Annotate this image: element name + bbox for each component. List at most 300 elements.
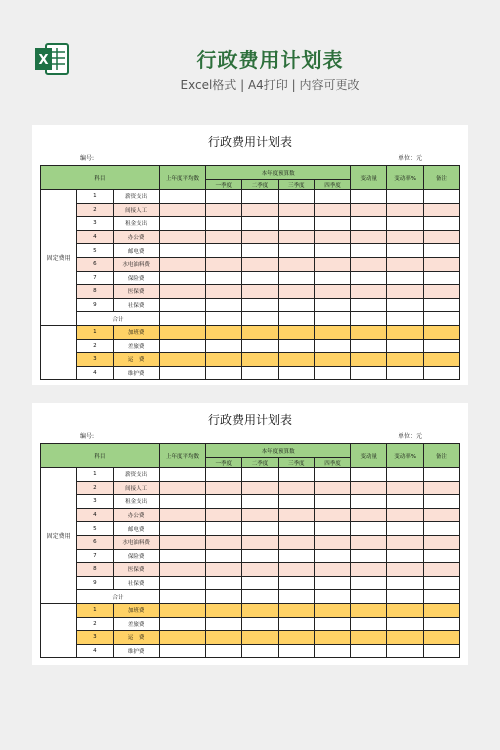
data-cell[interactable] bbox=[278, 190, 314, 204]
row-number: 8 bbox=[77, 563, 113, 577]
data-cell[interactable] bbox=[387, 522, 423, 536]
row-number: 3 bbox=[77, 631, 113, 645]
data-cell[interactable] bbox=[278, 203, 314, 217]
data-cell[interactable] bbox=[242, 298, 278, 312]
row-number: 4 bbox=[77, 644, 113, 658]
data-cell[interactable] bbox=[314, 217, 350, 231]
data-cell[interactable] bbox=[278, 522, 314, 536]
data-cell[interactable] bbox=[387, 257, 423, 271]
data-cell[interactable] bbox=[387, 339, 423, 353]
header-q2: 二季度 bbox=[242, 180, 278, 190]
data-cell[interactable] bbox=[206, 508, 242, 522]
row-item: 保险费 bbox=[113, 271, 159, 285]
data-cell[interactable] bbox=[242, 190, 278, 204]
data-cell[interactable] bbox=[159, 285, 205, 299]
data-cell[interactable] bbox=[423, 481, 459, 495]
data-cell[interactable] bbox=[206, 339, 242, 353]
data-cell[interactable] bbox=[351, 312, 387, 326]
data-cell[interactable] bbox=[423, 617, 459, 631]
data-cell[interactable] bbox=[351, 631, 387, 645]
data-cell[interactable] bbox=[206, 257, 242, 271]
data-cell[interactable] bbox=[351, 644, 387, 658]
row-item: 邮电费 bbox=[113, 522, 159, 536]
data-cell[interactable] bbox=[206, 549, 242, 563]
data-cell[interactable] bbox=[314, 298, 350, 312]
data-cell[interactable] bbox=[423, 631, 459, 645]
data-cell[interactable] bbox=[159, 644, 205, 658]
data-cell[interactable] bbox=[278, 576, 314, 590]
data-cell[interactable] bbox=[423, 644, 459, 658]
data-cell[interactable] bbox=[278, 563, 314, 577]
row-item: 加班费 bbox=[113, 603, 159, 617]
data-cell[interactable] bbox=[387, 353, 423, 367]
data-cell[interactable] bbox=[351, 508, 387, 522]
data-cell[interactable] bbox=[314, 312, 350, 326]
data-cell[interactable] bbox=[387, 644, 423, 658]
header-last-year-avg: 上年度平均数 bbox=[159, 444, 205, 468]
data-cell[interactable] bbox=[278, 285, 314, 299]
category-variable bbox=[41, 325, 77, 379]
data-cell[interactable] bbox=[242, 590, 278, 604]
data-cell[interactable] bbox=[387, 325, 423, 339]
header-budget: 本年度预算数 bbox=[206, 166, 351, 180]
data-cell[interactable] bbox=[423, 298, 459, 312]
data-cell[interactable] bbox=[314, 244, 350, 258]
sheet-preview-1 bbox=[32, 125, 468, 385]
row-number: 9 bbox=[77, 576, 113, 590]
data-cell[interactable] bbox=[278, 366, 314, 380]
header-last-year-avg: 上年度平均数 bbox=[159, 166, 205, 190]
row-number: 1 bbox=[77, 325, 113, 339]
data-cell[interactable] bbox=[242, 353, 278, 367]
data-cell[interactable] bbox=[351, 549, 387, 563]
data-cell[interactable] bbox=[278, 631, 314, 645]
table-row bbox=[41, 563, 460, 577]
data-cell[interactable] bbox=[423, 366, 459, 380]
data-cell[interactable] bbox=[351, 203, 387, 217]
row-item: 邮电费 bbox=[113, 244, 159, 258]
data-cell[interactable] bbox=[206, 468, 242, 482]
data-cell[interactable] bbox=[351, 603, 387, 617]
data-cell[interactable] bbox=[314, 230, 350, 244]
data-cell[interactable] bbox=[387, 244, 423, 258]
sheet-title: 行政费用计划表 bbox=[207, 413, 292, 427]
data-cell[interactable] bbox=[206, 590, 242, 604]
data-cell[interactable] bbox=[206, 271, 242, 285]
data-cell[interactable] bbox=[351, 481, 387, 495]
row-item: 间接人工 bbox=[113, 481, 159, 495]
row-item: 租金支出 bbox=[113, 495, 159, 509]
data-cell[interactable] bbox=[242, 576, 278, 590]
page-subtitle: Excel格式 | A4打印 | 内容可更改 bbox=[180, 78, 360, 92]
table-row bbox=[41, 549, 460, 563]
data-cell[interactable] bbox=[351, 522, 387, 536]
data-cell[interactable] bbox=[314, 549, 350, 563]
data-cell[interactable] bbox=[242, 508, 278, 522]
data-cell[interactable] bbox=[159, 468, 205, 482]
data-cell[interactable] bbox=[159, 563, 205, 577]
data-cell[interactable] bbox=[351, 190, 387, 204]
data-cell[interactable] bbox=[206, 631, 242, 645]
data-cell[interactable] bbox=[206, 312, 242, 326]
data-cell[interactable] bbox=[423, 217, 459, 231]
data-cell[interactable] bbox=[314, 617, 350, 631]
data-cell[interactable] bbox=[206, 576, 242, 590]
data-cell[interactable] bbox=[351, 495, 387, 509]
data-cell[interactable] bbox=[351, 244, 387, 258]
data-cell[interactable] bbox=[423, 468, 459, 482]
data-cell[interactable] bbox=[351, 271, 387, 285]
data-cell[interactable] bbox=[242, 522, 278, 536]
data-cell[interactable] bbox=[314, 481, 350, 495]
data-cell[interactable] bbox=[387, 603, 423, 617]
row-item: 社保费 bbox=[113, 576, 159, 590]
row-item: 保险费 bbox=[113, 549, 159, 563]
row-number: 4 bbox=[77, 508, 113, 522]
data-cell[interactable] bbox=[423, 339, 459, 353]
data-cell[interactable] bbox=[423, 257, 459, 271]
data-cell[interactable] bbox=[206, 366, 242, 380]
data-cell[interactable] bbox=[159, 481, 205, 495]
data-cell[interactable] bbox=[278, 549, 314, 563]
data-cell[interactable] bbox=[314, 285, 350, 299]
data-cell[interactable] bbox=[423, 244, 459, 258]
data-cell[interactable] bbox=[351, 468, 387, 482]
data-cell[interactable] bbox=[242, 271, 278, 285]
data-cell[interactable] bbox=[351, 617, 387, 631]
data-cell[interactable] bbox=[387, 576, 423, 590]
data-cell[interactable] bbox=[242, 631, 278, 645]
data-cell[interactable] bbox=[278, 590, 314, 604]
data-cell[interactable] bbox=[314, 644, 350, 658]
row-item: 运 费 bbox=[113, 631, 159, 645]
data-cell[interactable] bbox=[206, 603, 242, 617]
data-cell[interactable] bbox=[242, 495, 278, 509]
data-cell[interactable] bbox=[387, 298, 423, 312]
data-cell[interactable] bbox=[159, 325, 205, 339]
table-row bbox=[41, 603, 460, 617]
header-q1: 一季度 bbox=[206, 458, 242, 468]
data-cell[interactable] bbox=[387, 230, 423, 244]
data-cell[interactable] bbox=[314, 257, 350, 271]
data-cell[interactable] bbox=[159, 257, 205, 271]
data-cell[interactable] bbox=[314, 190, 350, 204]
data-cell[interactable] bbox=[206, 203, 242, 217]
data-cell[interactable] bbox=[242, 244, 278, 258]
data-cell[interactable] bbox=[242, 285, 278, 299]
data-cell[interactable] bbox=[278, 257, 314, 271]
row-item: 医保费 bbox=[113, 285, 159, 299]
data-cell[interactable] bbox=[314, 339, 350, 353]
data-cell[interactable] bbox=[242, 325, 278, 339]
data-cell[interactable] bbox=[278, 217, 314, 231]
data-cell[interactable] bbox=[278, 244, 314, 258]
data-cell[interactable] bbox=[351, 285, 387, 299]
subtotal-row bbox=[41, 312, 460, 326]
data-cell[interactable] bbox=[159, 508, 205, 522]
data-cell[interactable] bbox=[351, 353, 387, 367]
data-cell[interactable] bbox=[159, 298, 205, 312]
data-cell[interactable] bbox=[423, 535, 459, 549]
row-number: 2 bbox=[77, 617, 113, 631]
data-cell[interactable] bbox=[351, 339, 387, 353]
data-cell[interactable] bbox=[278, 298, 314, 312]
row-number: 7 bbox=[77, 271, 113, 285]
data-cell[interactable] bbox=[278, 353, 314, 367]
data-cell[interactable] bbox=[314, 603, 350, 617]
table-row bbox=[41, 576, 460, 590]
data-cell[interactable] bbox=[278, 271, 314, 285]
data-cell[interactable] bbox=[206, 495, 242, 509]
data-cell[interactable] bbox=[159, 535, 205, 549]
header-q3: 三季度 bbox=[278, 180, 314, 190]
data-cell[interactable] bbox=[159, 353, 205, 367]
data-cell[interactable] bbox=[387, 468, 423, 482]
data-cell[interactable] bbox=[206, 617, 242, 631]
data-cell[interactable] bbox=[387, 366, 423, 380]
data-cell[interactable] bbox=[242, 312, 278, 326]
data-cell[interactable] bbox=[159, 339, 205, 353]
data-cell[interactable] bbox=[314, 271, 350, 285]
data-cell[interactable] bbox=[314, 325, 350, 339]
data-cell[interactable] bbox=[206, 244, 242, 258]
data-cell[interactable] bbox=[242, 563, 278, 577]
data-cell[interactable] bbox=[423, 563, 459, 577]
data-cell[interactable] bbox=[278, 644, 314, 658]
category-fixed: 固定费用 bbox=[41, 190, 77, 326]
data-cell[interactable] bbox=[314, 590, 350, 604]
data-cell[interactable] bbox=[387, 190, 423, 204]
data-cell[interactable] bbox=[242, 481, 278, 495]
row-number: 7 bbox=[77, 549, 113, 563]
header-change-amount: 变动量 bbox=[351, 444, 387, 468]
header-change-amount: 变动量 bbox=[351, 166, 387, 190]
data-cell[interactable] bbox=[423, 603, 459, 617]
data-cell[interactable] bbox=[314, 563, 350, 577]
data-cell[interactable] bbox=[387, 203, 423, 217]
row-item: 加班费 bbox=[113, 325, 159, 339]
data-cell[interactable] bbox=[159, 366, 205, 380]
data-cell[interactable] bbox=[159, 217, 205, 231]
data-cell[interactable] bbox=[387, 590, 423, 604]
data-cell[interactable] bbox=[278, 603, 314, 617]
data-cell[interactable] bbox=[242, 617, 278, 631]
data-cell[interactable] bbox=[278, 325, 314, 339]
table-row bbox=[41, 617, 460, 631]
data-cell[interactable] bbox=[242, 257, 278, 271]
row-item: 运 费 bbox=[113, 353, 159, 367]
data-cell[interactable] bbox=[206, 522, 242, 536]
data-cell[interactable] bbox=[159, 549, 205, 563]
data-cell[interactable] bbox=[206, 644, 242, 658]
number-label: 编号: bbox=[80, 433, 95, 440]
data-cell[interactable] bbox=[387, 617, 423, 631]
data-cell[interactable] bbox=[242, 535, 278, 549]
data-cell[interactable] bbox=[159, 271, 205, 285]
data-cell[interactable] bbox=[278, 617, 314, 631]
data-cell[interactable] bbox=[314, 576, 350, 590]
data-cell[interactable] bbox=[206, 217, 242, 231]
row-item: 水电油料费 bbox=[113, 257, 159, 271]
data-cell[interactable] bbox=[206, 190, 242, 204]
data-cell[interactable] bbox=[423, 495, 459, 509]
data-cell[interactable] bbox=[387, 271, 423, 285]
data-cell[interactable] bbox=[423, 312, 459, 326]
data-cell[interactable] bbox=[242, 366, 278, 380]
table-row bbox=[41, 353, 460, 367]
data-cell[interactable] bbox=[206, 325, 242, 339]
row-item: 办公费 bbox=[113, 230, 159, 244]
data-cell[interactable] bbox=[423, 285, 459, 299]
page-title: 行政费用计划表 bbox=[196, 48, 344, 72]
data-cell[interactable] bbox=[314, 535, 350, 549]
data-cell[interactable] bbox=[159, 590, 205, 604]
row-number: 6 bbox=[77, 535, 113, 549]
data-cell[interactable] bbox=[387, 285, 423, 299]
table-row bbox=[41, 244, 460, 258]
data-cell[interactable] bbox=[351, 366, 387, 380]
table-row bbox=[41, 495, 460, 509]
data-cell[interactable] bbox=[423, 203, 459, 217]
data-cell[interactable] bbox=[242, 549, 278, 563]
data-cell[interactable] bbox=[387, 563, 423, 577]
data-cell[interactable] bbox=[423, 325, 459, 339]
data-cell[interactable] bbox=[387, 508, 423, 522]
data-cell[interactable] bbox=[387, 631, 423, 645]
sheet-preview-2 bbox=[32, 403, 468, 665]
data-cell[interactable] bbox=[351, 257, 387, 271]
data-cell[interactable] bbox=[159, 631, 205, 645]
data-cell[interactable] bbox=[314, 468, 350, 482]
row-number: 4 bbox=[77, 230, 113, 244]
row-number: 5 bbox=[77, 522, 113, 536]
data-cell[interactable] bbox=[159, 203, 205, 217]
data-cell[interactable] bbox=[423, 522, 459, 536]
data-cell[interactable] bbox=[242, 339, 278, 353]
row-item: 维护费 bbox=[113, 366, 159, 380]
data-cell[interactable] bbox=[387, 495, 423, 509]
table-row bbox=[41, 298, 460, 312]
page-header bbox=[0, 0, 500, 110]
data-cell[interactable] bbox=[351, 230, 387, 244]
data-cell[interactable] bbox=[206, 481, 242, 495]
data-cell[interactable] bbox=[242, 603, 278, 617]
header-change-rate: 变动率% bbox=[387, 444, 423, 468]
table-row bbox=[41, 339, 460, 353]
data-cell[interactable] bbox=[159, 190, 205, 204]
data-cell[interactable] bbox=[278, 481, 314, 495]
data-cell[interactable] bbox=[278, 468, 314, 482]
data-cell[interactable] bbox=[351, 590, 387, 604]
data-cell[interactable] bbox=[314, 353, 350, 367]
data-cell[interactable] bbox=[242, 217, 278, 231]
table-row bbox=[41, 271, 460, 285]
data-cell[interactable] bbox=[206, 285, 242, 299]
data-cell[interactable] bbox=[278, 312, 314, 326]
data-cell[interactable] bbox=[351, 298, 387, 312]
table-row bbox=[41, 230, 460, 244]
data-cell[interactable] bbox=[278, 339, 314, 353]
data-cell[interactable] bbox=[351, 563, 387, 577]
data-cell[interactable] bbox=[206, 230, 242, 244]
data-cell[interactable] bbox=[351, 576, 387, 590]
data-cell[interactable] bbox=[278, 508, 314, 522]
data-cell[interactable] bbox=[278, 495, 314, 509]
data-cell[interactable] bbox=[314, 522, 350, 536]
data-cell[interactable] bbox=[351, 325, 387, 339]
data-cell[interactable] bbox=[159, 576, 205, 590]
data-cell[interactable] bbox=[159, 603, 205, 617]
row-number: 1 bbox=[77, 603, 113, 617]
data-cell[interactable] bbox=[387, 312, 423, 326]
data-cell[interactable] bbox=[159, 617, 205, 631]
data-cell[interactable] bbox=[242, 230, 278, 244]
number-label: 编号: bbox=[80, 155, 95, 162]
row-item: 间接人工 bbox=[113, 203, 159, 217]
table-row bbox=[41, 257, 460, 271]
data-cell[interactable] bbox=[387, 549, 423, 563]
table-row bbox=[41, 631, 460, 645]
data-cell[interactable] bbox=[159, 312, 205, 326]
data-cell[interactable] bbox=[159, 230, 205, 244]
data-cell[interactable] bbox=[314, 631, 350, 645]
data-cell[interactable] bbox=[351, 535, 387, 549]
row-number: 8 bbox=[77, 285, 113, 299]
row-number: 2 bbox=[77, 203, 113, 217]
data-cell[interactable] bbox=[206, 563, 242, 577]
data-cell[interactable] bbox=[242, 203, 278, 217]
data-cell[interactable] bbox=[314, 366, 350, 380]
data-cell[interactable] bbox=[423, 576, 459, 590]
subtotal-label: 合计 bbox=[77, 312, 160, 326]
data-cell[interactable] bbox=[314, 508, 350, 522]
data-cell[interactable] bbox=[278, 230, 314, 244]
sheet-title: 行政费用计划表 bbox=[207, 135, 292, 149]
data-cell[interactable] bbox=[423, 190, 459, 204]
header-q2: 二季度 bbox=[242, 458, 278, 468]
row-number: 5 bbox=[77, 244, 113, 258]
table-row bbox=[41, 203, 460, 217]
row-number: 2 bbox=[77, 481, 113, 495]
data-cell[interactable] bbox=[423, 353, 459, 367]
data-cell[interactable] bbox=[423, 549, 459, 563]
data-cell[interactable] bbox=[159, 244, 205, 258]
data-cell[interactable] bbox=[314, 203, 350, 217]
data-cell[interactable] bbox=[278, 535, 314, 549]
data-cell[interactable] bbox=[242, 644, 278, 658]
header-q4: 四季度 bbox=[314, 180, 350, 190]
data-cell[interactable] bbox=[206, 298, 242, 312]
category-variable bbox=[41, 603, 77, 657]
data-cell[interactable] bbox=[206, 535, 242, 549]
data-cell[interactable] bbox=[387, 481, 423, 495]
data-cell[interactable] bbox=[351, 217, 387, 231]
data-cell[interactable] bbox=[387, 535, 423, 549]
data-cell[interactable] bbox=[387, 217, 423, 231]
data-cell[interactable] bbox=[423, 271, 459, 285]
data-cell[interactable] bbox=[159, 495, 205, 509]
data-cell[interactable] bbox=[423, 590, 459, 604]
data-cell[interactable] bbox=[206, 353, 242, 367]
row-number: 1 bbox=[77, 190, 113, 204]
data-cell[interactable] bbox=[423, 508, 459, 522]
data-cell[interactable] bbox=[159, 522, 205, 536]
data-cell[interactable] bbox=[423, 230, 459, 244]
row-item: 租金支出 bbox=[113, 217, 159, 231]
data-cell[interactable] bbox=[314, 495, 350, 509]
header-q1: 一季度 bbox=[206, 180, 242, 190]
data-cell[interactable] bbox=[242, 468, 278, 482]
